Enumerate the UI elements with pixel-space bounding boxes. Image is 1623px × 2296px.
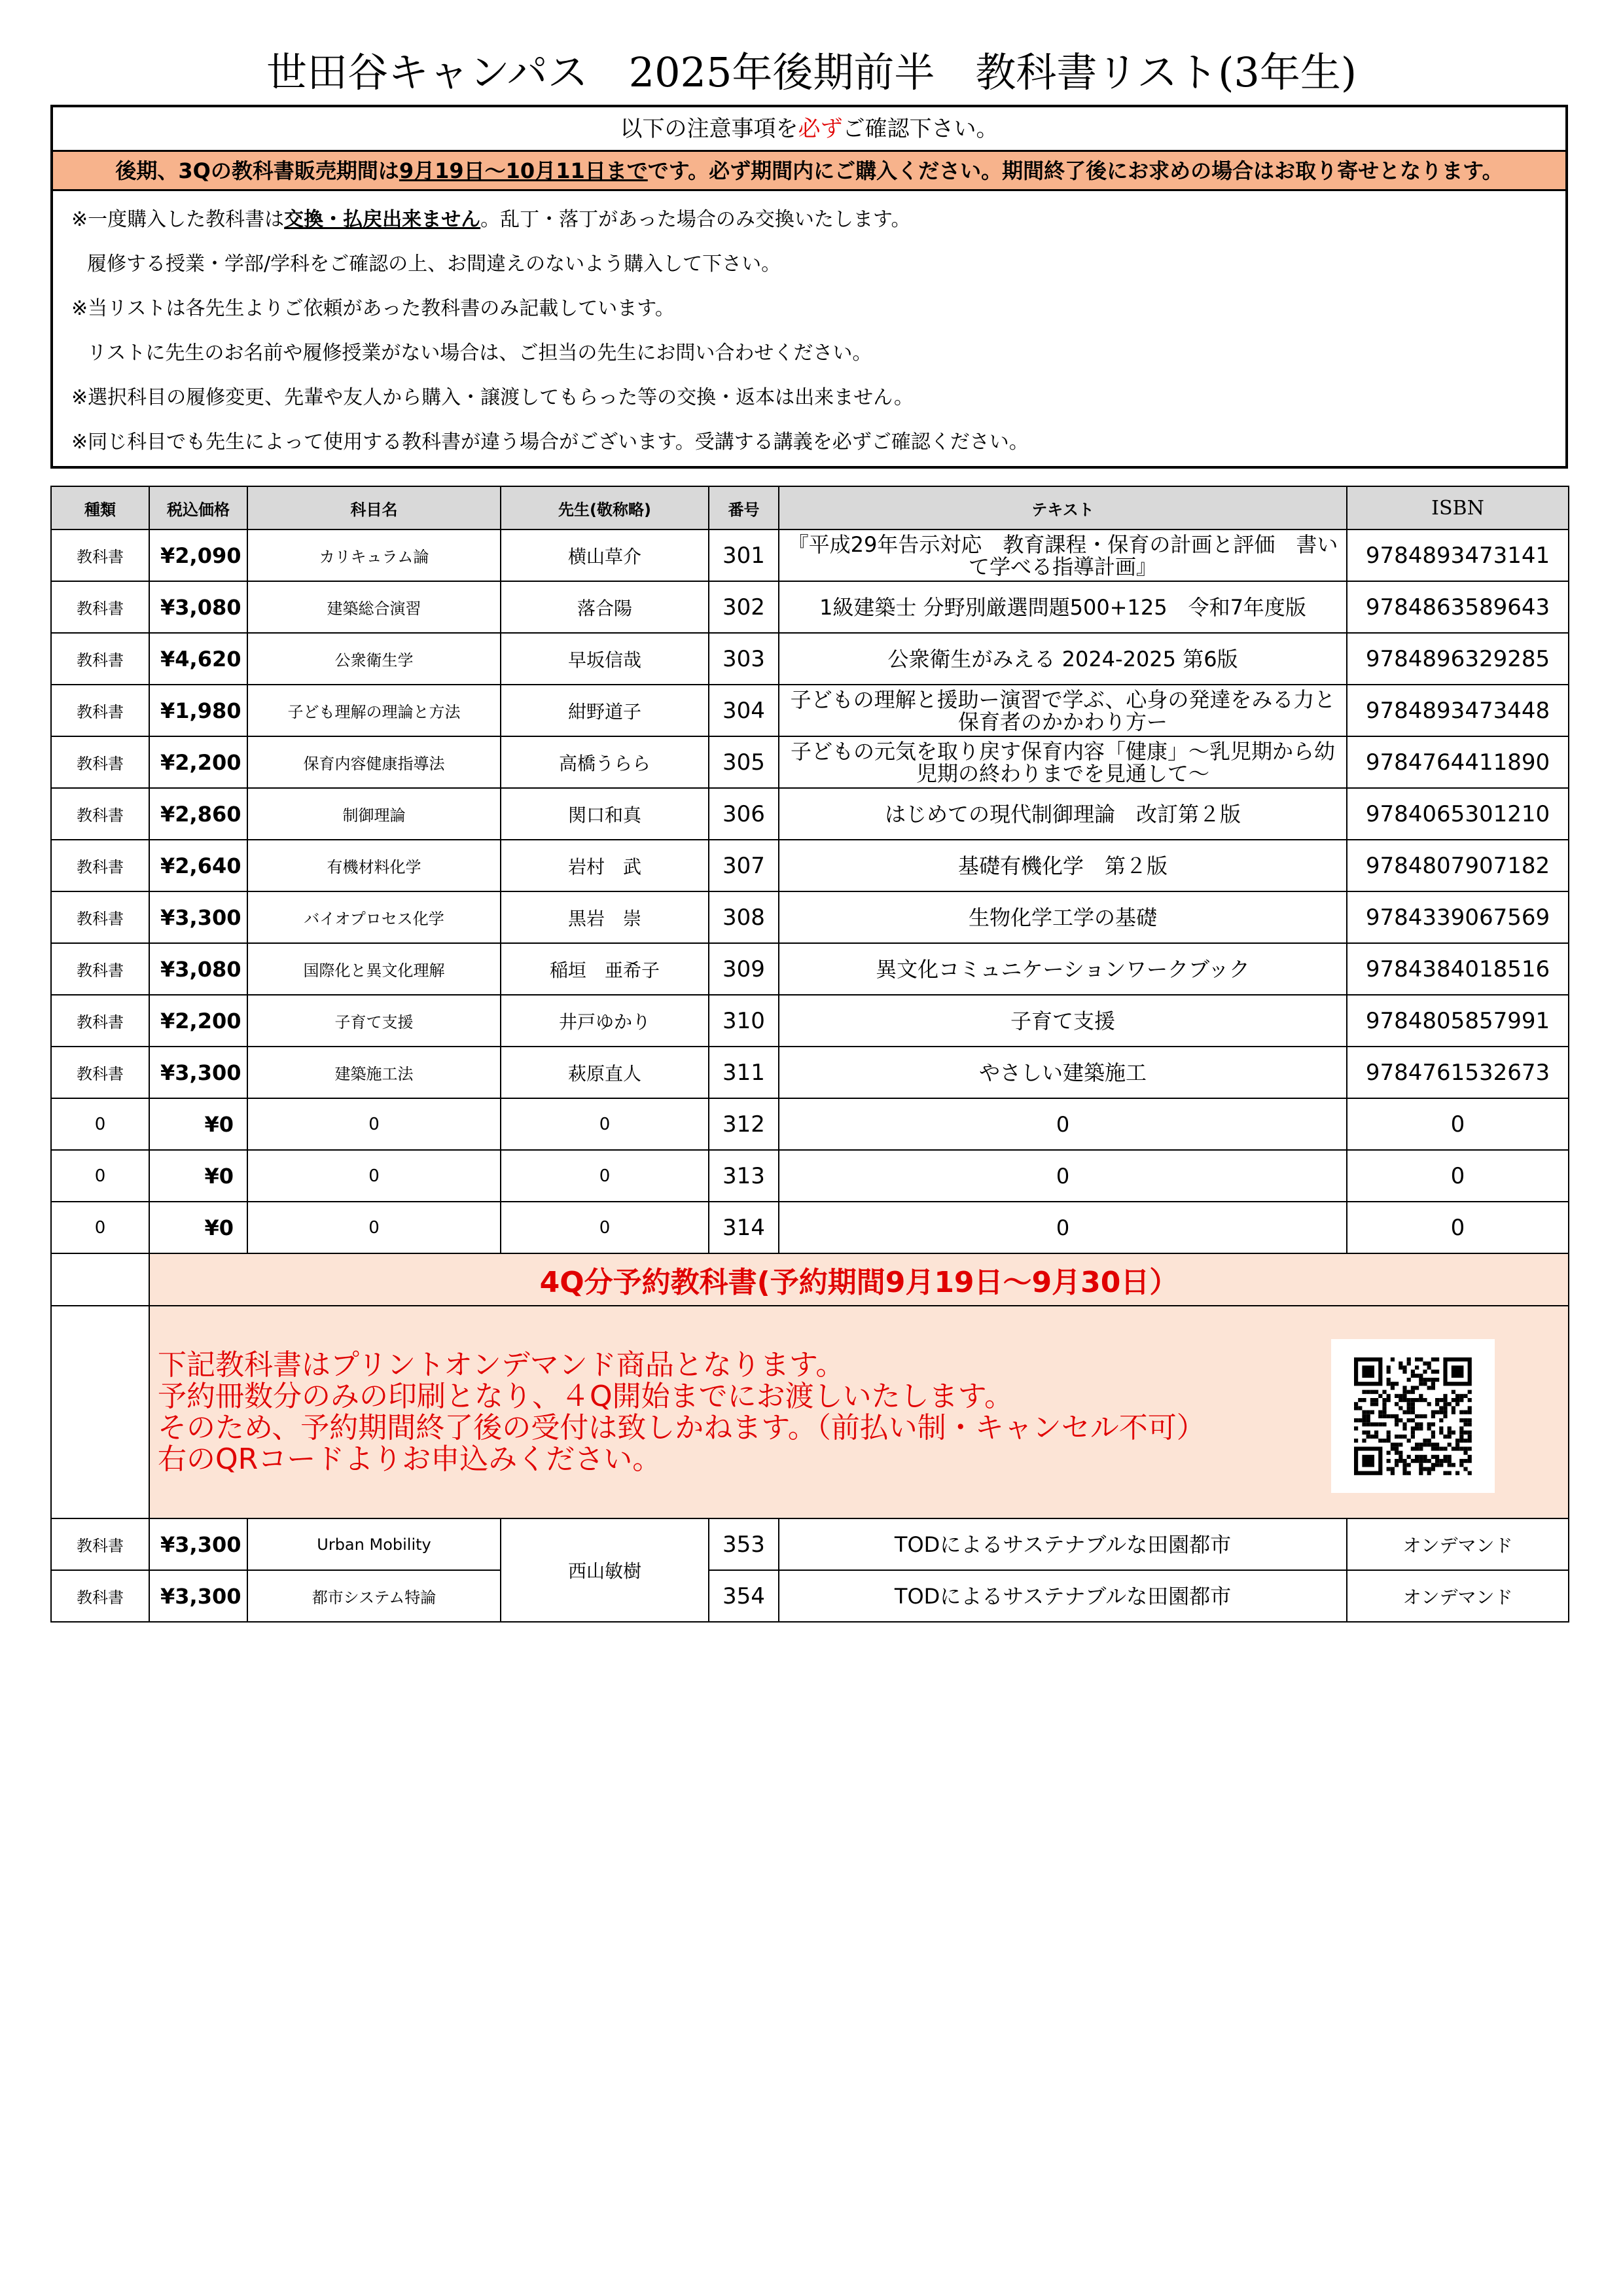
cell-type: 教科書	[51, 891, 149, 943]
table-row	[51, 840, 1569, 891]
cell-text: 生物化学工学の基礎	[779, 891, 1347, 943]
cell-price: ¥2,090	[149, 529, 247, 581]
cell-teacher: 高橋うらら	[501, 736, 709, 788]
cell-teacher: 落合陽	[501, 581, 709, 633]
preorder-row	[51, 1570, 1569, 1622]
preorder-blank-cell-2	[51, 1306, 149, 1518]
cell-text: TODによるサステナブルな田園都市	[779, 1518, 1347, 1570]
cell-text: 0	[779, 1150, 1347, 1202]
sales-period-post: です。必ず期間内にご購入ください。期間終了後にお求めの場合はお取り寄せとなります。	[647, 158, 1503, 183]
cell-text: 子どもの理解と援助ー演習で学ぶ、心身の発達をみる力と保育者のかかわり方ー	[779, 685, 1347, 736]
header-price: 税込価格	[149, 486, 247, 529]
notice-heading	[53, 107, 1565, 152]
table-row	[51, 1047, 1569, 1098]
cell-no: 302	[709, 581, 779, 633]
cell-teacher: 0	[501, 1202, 709, 1253]
preorder-line-1: 下記教科書はプリントオンデマンド商品となります。	[158, 1348, 845, 1382]
note-2: 履修する授業・学部/学科をご確認の上、お間違えのないよう購入して下さい。	[87, 253, 781, 276]
note-6: ※同じ科目でも先生によって使用する教科書が違う場合がございます。受講する講義を必ずご確認ください。	[71, 431, 1029, 454]
preorder-title-row	[51, 1253, 1569, 1306]
cell-teacher: 井戸ゆかり	[501, 995, 709, 1047]
preorder-blank-cell	[51, 1253, 149, 1306]
cell-subject: 建築施工法	[247, 1047, 501, 1098]
cell-type: 教科書	[51, 736, 149, 788]
sales-period-pre: 後期、3Qの教科書販売期間は	[115, 158, 399, 183]
table-row	[51, 1150, 1569, 1202]
table-row	[51, 995, 1569, 1047]
cell-isbn: 9784065301210	[1347, 788, 1569, 840]
cell-price: ¥2,640	[149, 840, 247, 891]
cell-text: TODによるサステナブルな田園都市	[779, 1570, 1347, 1622]
cell-isbn: オンデマンド	[1347, 1518, 1569, 1570]
cell-price: ¥4,620	[149, 633, 247, 685]
cell-type: 教科書	[51, 1570, 149, 1622]
header-no: 番号	[709, 486, 779, 529]
cell-teacher: 関口和真	[501, 788, 709, 840]
cell-no: 301	[709, 529, 779, 581]
cell-text: はじめての現代制御理論 改訂第２版	[779, 788, 1347, 840]
cell-type: 教科書	[51, 995, 149, 1047]
preorder-section	[51, 1253, 1569, 1622]
preorder-title: 4Q分予約教科書(予約期間9月19日～9月30日）	[149, 1253, 1569, 1306]
table-row	[51, 1098, 1569, 1150]
cell-price: ¥3,300	[149, 891, 247, 943]
cell-no: 354	[709, 1570, 779, 1622]
cell-subject: Urban Mobility	[247, 1518, 501, 1570]
preorder-message	[158, 1350, 1205, 1475]
cell-subject: 0	[247, 1150, 501, 1202]
preorder-line-2: 予約冊数分のみの印刷となり、４Q開始までにお渡しいたします。	[158, 1380, 1014, 1413]
table-row	[51, 891, 1569, 943]
cell-no: 313	[709, 1150, 779, 1202]
cell-no: 306	[709, 788, 779, 840]
cell-teacher: 0	[501, 1150, 709, 1202]
cell-no: 309	[709, 943, 779, 995]
cell-type: 教科書	[51, 1047, 149, 1098]
cell-isbn: オンデマンド	[1347, 1570, 1569, 1622]
preorder-line-3: そのため、予約期間終了後の受付は致しかねます。（前払い制・キャンセル不可）	[158, 1411, 1205, 1444]
cell-subject: 0	[247, 1098, 501, 1150]
table-row	[51, 685, 1569, 736]
cell-isbn: 9784384018516	[1347, 943, 1569, 995]
cell-type: 教科書	[51, 1518, 149, 1570]
cell-subject: 制御理論	[247, 788, 501, 840]
cell-type: 教科書	[51, 788, 149, 840]
table-row	[51, 736, 1569, 788]
cell-subject: バイオプロセス化学	[247, 891, 501, 943]
preorder-line-4: 右のQRコードよりお申込みください。	[158, 1443, 662, 1476]
cell-text: やさしい建築施工	[779, 1047, 1347, 1098]
cell-price: ¥0	[149, 1098, 247, 1150]
cell-subject: 公衆衛生学	[247, 633, 501, 685]
cell-no: 353	[709, 1518, 779, 1570]
cell-price: ¥0	[149, 1202, 247, 1253]
cell-teacher: 0	[501, 1098, 709, 1150]
cell-text: 子どもの元気を取り戻す保育内容「健康」～乳児期から幼児期の終わりまでを見通して～	[779, 736, 1347, 788]
cell-isbn: 9784893473141	[1347, 529, 1569, 581]
cell-no: 305	[709, 736, 779, 788]
cell-price: ¥3,300	[149, 1047, 247, 1098]
cell-isbn: 9784761532673	[1347, 1047, 1569, 1098]
cell-no: 303	[709, 633, 779, 685]
cell-text: 0	[779, 1202, 1347, 1253]
note-4: リストに先生のお名前や履修授業がない場合は、ご担当の先生にお問い合わせください。	[87, 342, 872, 365]
page-title: 世田谷キャンパス 2025年後期前半 教科書リスト(3年生)	[266, 48, 1357, 96]
cell-teacher: 紺野道子	[501, 685, 709, 736]
note-1-emphasis: 交換・払戻出来ません	[284, 208, 481, 231]
cell-isbn: 9784896329285	[1347, 633, 1569, 685]
header-isbn: ISBN	[1347, 486, 1569, 529]
cell-teacher: 稲垣 亜希子	[501, 943, 709, 995]
cell-type: 教科書	[51, 840, 149, 891]
cell-type: 教科書	[51, 633, 149, 685]
cell-subject: 有機材料化学	[247, 840, 501, 891]
qr-code-icon[interactable]	[1331, 1339, 1495, 1493]
cell-no: 308	[709, 891, 779, 943]
cell-no: 311	[709, 1047, 779, 1098]
cell-isbn: 9784764411890	[1347, 736, 1569, 788]
cell-no: 314	[709, 1202, 779, 1253]
cell-subject: 都市システム特論	[247, 1570, 501, 1622]
note-5: ※選択科目の履修変更、先輩や友人から購入・譲渡してもらった等の交換・返本は出来ません。	[71, 386, 914, 409]
preorder-info	[149, 1306, 1569, 1518]
cell-teacher: 萩原直人	[501, 1047, 709, 1098]
cell-text: 子育て支援	[779, 995, 1347, 1047]
preorder-row	[51, 1518, 1569, 1570]
cell-isbn: 9784863589643	[1347, 581, 1569, 633]
cell-teacher: 岩村 武	[501, 840, 709, 891]
cell-type: 教科書	[51, 581, 149, 633]
cell-isbn: 0	[1347, 1150, 1569, 1202]
cell-text: 公衆衛生がみえる 2024-2025 第6版	[779, 633, 1347, 685]
note-1-post: 。乱丁・落丁があった場合のみ交換いたします。	[480, 208, 911, 231]
cell-price: ¥2,860	[149, 788, 247, 840]
table-row	[51, 529, 1569, 581]
cell-no: 307	[709, 840, 779, 891]
cell-no: 310	[709, 995, 779, 1047]
table-row	[51, 943, 1569, 995]
table-row	[51, 788, 1569, 840]
table-row	[51, 1202, 1569, 1253]
cell-teacher: 横山草介	[501, 529, 709, 581]
cell-teacher: 黒岩 崇	[501, 891, 709, 943]
cell-text: 『平成29年告示対応 教育課程・保育の計画と評価 書いて学べる指導計画』	[779, 529, 1347, 581]
cell-price: ¥1,980	[149, 685, 247, 736]
note-1-pre: ※一度購入した教科書は	[71, 208, 285, 231]
header-type: 種類	[51, 486, 149, 529]
cell-price: ¥3,300	[149, 1518, 247, 1570]
table-row	[51, 581, 1569, 633]
note-1	[71, 198, 1565, 242]
cell-price: ¥2,200	[149, 995, 247, 1047]
cell-subject: 国際化と異文化理解	[247, 943, 501, 995]
cell-text: 1級建築士 分野別厳選問題500+125 令和7年度版	[779, 581, 1347, 633]
textbook-table	[50, 486, 1569, 1623]
cell-type: 教科書	[51, 685, 149, 736]
cell-price: ¥3,080	[149, 943, 247, 995]
cell-isbn: 9784893473448	[1347, 685, 1569, 736]
cell-price: ¥3,080	[149, 581, 247, 633]
cell-type: 0	[51, 1150, 149, 1202]
cell-teacher: 西山敏樹	[501, 1518, 709, 1622]
cell-subject: 0	[247, 1202, 501, 1253]
cell-isbn: 0	[1347, 1098, 1569, 1150]
cell-price: ¥3,300	[149, 1570, 247, 1622]
cell-isbn: 9784807907182	[1347, 840, 1569, 891]
cell-isbn: 9784805857991	[1347, 995, 1569, 1047]
header-subject: 科目名	[247, 486, 501, 529]
cell-no: 312	[709, 1098, 779, 1150]
cell-teacher: 早坂信哉	[501, 633, 709, 685]
cell-text: 0	[779, 1098, 1347, 1150]
cell-type: 教科書	[51, 943, 149, 995]
header-text: テキスト	[779, 486, 1347, 529]
cell-subject: 子育て支援	[247, 995, 501, 1047]
cell-text: 基礎有機化学 第２版	[779, 840, 1347, 891]
notice-box	[50, 105, 1568, 469]
sales-period-banner	[53, 152, 1565, 191]
cell-type: 教科書	[51, 529, 149, 581]
cell-subject: 建築総合演習	[247, 581, 501, 633]
cell-isbn: 9784339067569	[1347, 891, 1569, 943]
table-header-row	[51, 486, 1569, 529]
cell-subject: カリキュラム論	[247, 529, 501, 581]
preorder-info-row	[51, 1306, 1569, 1518]
cell-text: 異文化コミュニケーションワークブック	[779, 943, 1347, 995]
cell-type: 0	[51, 1098, 149, 1150]
notice-heading-pre: 以下の注意事項を	[620, 116, 798, 142]
sales-period-dates: 9月19日～10月11日まで	[399, 158, 648, 183]
cell-subject: 子ども理解の理論と方法	[247, 685, 501, 736]
notice-heading-emphasis: 必ず	[798, 116, 843, 142]
notes-list	[53, 191, 1565, 465]
table-row	[51, 633, 1569, 685]
cell-subject: 保育内容健康指導法	[247, 736, 501, 788]
cell-no: 304	[709, 685, 779, 736]
note-3: ※当リストは各先生よりご依頼があった教科書のみ記載しています。	[71, 297, 675, 320]
table-body	[51, 529, 1569, 1253]
cell-type: 0	[51, 1202, 149, 1253]
cell-isbn: 0	[1347, 1202, 1569, 1253]
notice-heading-post: ご確認下さい。	[842, 116, 999, 142]
cell-price: ¥0	[149, 1150, 247, 1202]
cell-price: ¥2,200	[149, 736, 247, 788]
header-teacher: 先生(敬称略)	[501, 486, 709, 529]
